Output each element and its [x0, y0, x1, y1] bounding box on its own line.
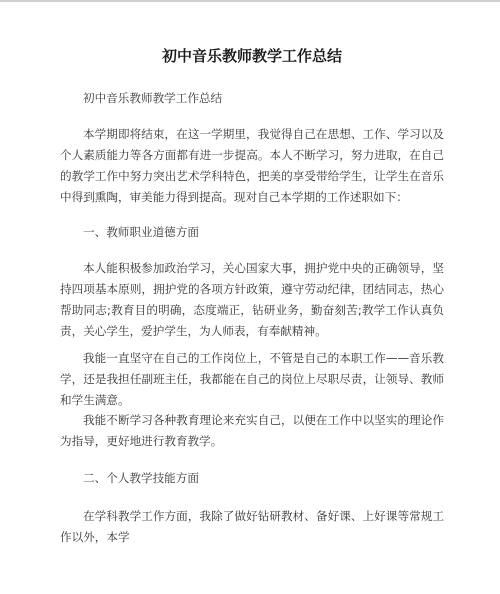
intro-paragraph: 本学期即将结束，在这一学期里，我觉得自己在思想、工作、学习以及个人素质能力等各方面都有进一步提高。本人不断学习，努力进取，在自己的教学工作中努力突出艺术学科特色，把美的享受带给学生，让学生在音乐中得到熏陶，审美能力得到提高。现对自己本学期的工作述职如下： [60, 127, 444, 204]
section-heading-skills: 二、个人教学技能方面 [83, 471, 199, 485]
document-title: 初中音乐教师教学工作总结 [161, 47, 342, 65]
page-top-border [0, 0, 500, 2]
section-heading-ethics: 一、教师职业道德方面 [83, 225, 199, 239]
skills-paragraph: 在学科教学工作方面，我除了做好钻研教材、备好课、上好课等常规工作以外，本学 [60, 509, 444, 544]
theory-paragraph: 我能不断学习各种教育理论来充实自己，以便在工作中以坚实的理论作为指导，更好地进行教育教学。 [60, 413, 444, 448]
subtitle-paragraph: 初中音乐教师教学工作总结 [83, 91, 223, 105]
ethics-paragraph: 本人能积极参加政治学习，关心国家大事，拥护党中央的正确领导，坚持四项基本原则，拥护党的各项方针政策，遵守劳动纪律，团结同志，热心帮助同志;教育目的明确，态度端正，钻研业务，勤奋刻苦;教学工作认真负责，关心学生，爱护学生，为人师表，有奉献精神。 [60, 261, 444, 338]
post-paragraph: 我能一直坚守在自己的工作岗位上，不管是自己的本职工作——音乐教学，还是我担任副班主任，我都能在自己的岗位上尽职尽责，让领导、教师和学生满意。 [60, 351, 444, 407]
